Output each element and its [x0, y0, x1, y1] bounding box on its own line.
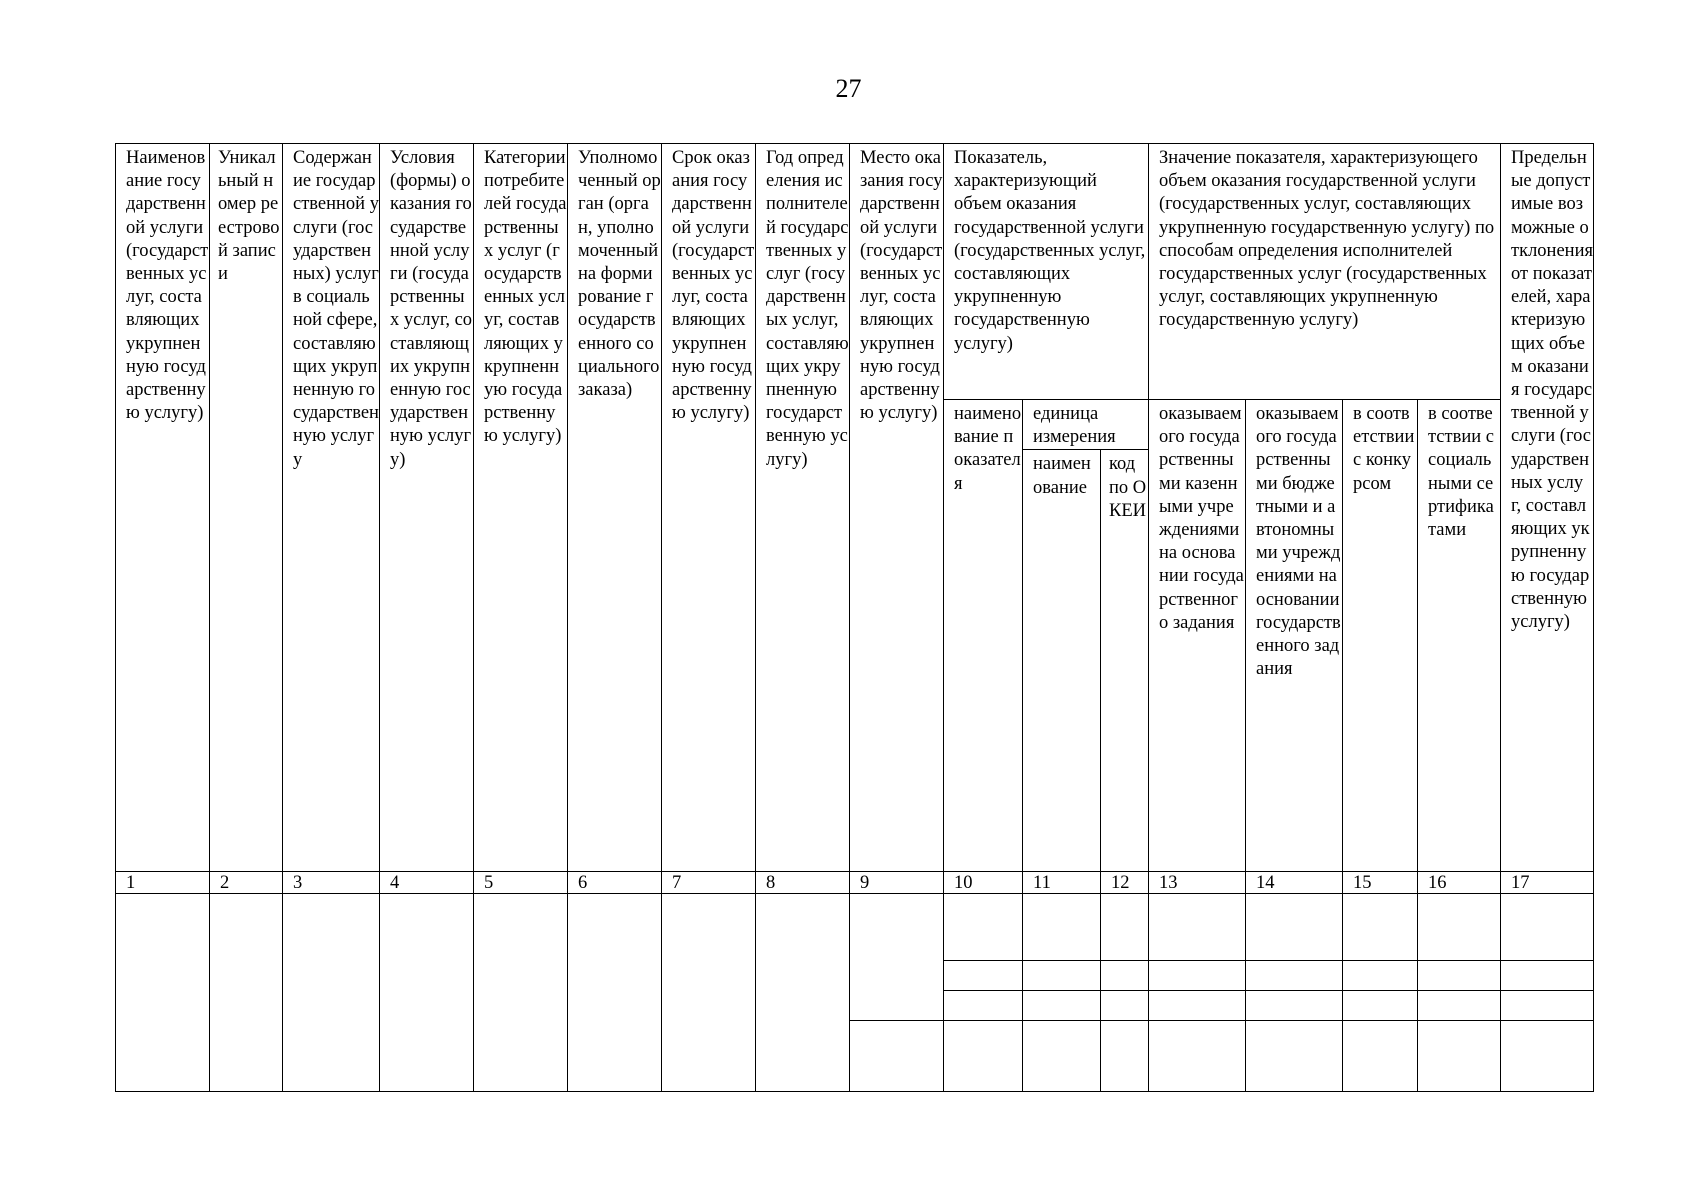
header-col-2: Уникальный номер реестровой записи: [210, 144, 283, 872]
header-group-indicator: Показатель, характеризующий объем оказания государственной услуги (государственных услуг, составляющих укрупненную государственную услугу): [944, 144, 1149, 400]
column-number-row: [116, 872, 1594, 894]
data-cell: [1246, 1021, 1343, 1092]
data-cell: [210, 894, 283, 1092]
column-number: 7: [662, 872, 756, 894]
header-col-12: код по ОКЕИ: [1101, 450, 1149, 872]
column-number: 14: [1246, 872, 1343, 894]
column-number: 17: [1501, 872, 1594, 894]
data-cell: [1149, 961, 1246, 991]
data-cell: [1149, 894, 1246, 961]
data-cell: [1501, 991, 1594, 1021]
header-col-10: наименование показателя: [944, 400, 1023, 872]
column-number: 4: [380, 872, 474, 894]
data-cell: [944, 894, 1023, 961]
header-col-14: оказываемого государственными бюджетными и автономными учреждениями на основании государственного задания: [1246, 400, 1343, 872]
data-cell: [1418, 991, 1501, 1021]
column-number: 2: [210, 872, 283, 894]
column-number: 15: [1343, 872, 1418, 894]
column-number: 12: [1101, 872, 1149, 894]
header-col-13: оказываемого государственными казенными учреждениями на основании государственного задания: [1149, 400, 1246, 872]
column-number: 1: [116, 872, 210, 894]
column-number: 10: [944, 872, 1023, 894]
column-number: 13: [1149, 872, 1246, 894]
header-col-1: Наименование государственной услуги (государственных услуг, составляющих укрупненную государственную услугу): [116, 144, 210, 872]
data-cell: [1418, 894, 1501, 961]
service-volume-table: [115, 143, 1594, 1092]
data-cell: [1501, 961, 1594, 991]
data-cell: [380, 894, 474, 1092]
data-cell: [1246, 961, 1343, 991]
header-col-4: Условия (формы) оказания государственной услуги (государственных услуг, составляющих укрупненную государственную услугу): [380, 144, 474, 872]
data-cell: [1246, 991, 1343, 1021]
data-cell: [1246, 894, 1343, 961]
data-cell: [283, 894, 380, 1092]
data-cell: [1023, 1021, 1101, 1092]
data-cell: [474, 894, 568, 1092]
data-cell: [1023, 961, 1101, 991]
data-cell: [1101, 894, 1149, 961]
data-cell: [1101, 961, 1149, 991]
data-cell: [1501, 1021, 1594, 1092]
column-number: 8: [756, 872, 850, 894]
data-cell: [1023, 991, 1101, 1021]
header-col-11: наименование: [1023, 450, 1101, 872]
data-cell: [1149, 991, 1246, 1021]
data-cell: [756, 894, 850, 1092]
column-number: 5: [474, 872, 568, 894]
data-cell: [1343, 991, 1418, 1021]
data-cell: [1149, 1021, 1246, 1092]
column-number: 6: [568, 872, 662, 894]
data-cell: [1101, 991, 1149, 1021]
data-cell: [1343, 894, 1418, 961]
header-col-17: Предельные допустимые возможные отклонения от показателей, характеризующих объем оказания государственной услуги (государственных услуг, составляющих укрупненную государственную услугу): [1501, 144, 1594, 872]
data-cell: [662, 894, 756, 1092]
header-col-9: Место оказания государственной услуги (государственных услуг, составляющих укрупненную государственную услугу): [850, 144, 944, 872]
header-col-6: Уполномоченный орган (орган, уполномоченный на формирование государственного социального заказа): [568, 144, 662, 872]
column-number: 11: [1023, 872, 1101, 894]
header-col-15: в соответствии с конкурсом: [1343, 400, 1418, 872]
data-cell: [1343, 961, 1418, 991]
data-row: [116, 894, 1594, 961]
data-cell: [850, 1021, 944, 1092]
header-group-unit: единица измерения: [1023, 400, 1149, 450]
data-cell: [1101, 1021, 1149, 1092]
header-row-1: [116, 144, 1594, 400]
data-cell: [1418, 961, 1501, 991]
header-col-8: Год определения исполнителей государственных услуг (государственных услуг, составляющих укрупненную государственную услугу): [756, 144, 850, 872]
header-col-5: Категории потребителей государственных услуг (государственных услуг, составляющих укрупненную государственную услугу): [474, 144, 568, 872]
data-cell: [944, 991, 1023, 1021]
data-cell: [1343, 1021, 1418, 1092]
data-cell: [1501, 894, 1594, 961]
column-number: 3: [283, 872, 380, 894]
data-cell: [1023, 894, 1101, 961]
header-group-value: Значение показателя, характеризующего объем оказания государственной услуги (государственных услуг, составляющих укрупненную государственную услугу) по способам определения исполнителей государственных услуг (государственных услуг, составляющих укрупненную государственную услугу): [1149, 144, 1501, 400]
page-number: 27: [835, 74, 862, 103]
header-col-7: Срок оказания государственной услуги (государственных услуг, составляющих укрупненную государственную услугу): [662, 144, 756, 872]
data-cell: [568, 894, 662, 1092]
data-cell: [944, 961, 1023, 991]
data-cell: [116, 894, 210, 1092]
data-cell: [944, 1021, 1023, 1092]
column-number: 16: [1418, 872, 1501, 894]
column-number: 9: [850, 872, 944, 894]
data-cell: [1418, 1021, 1501, 1092]
data-cell: [850, 894, 944, 1021]
header-col-3: Содержание государственной услуги (государственных) услуг в социальной сфере, составляющих укрупненную государственную услугу: [283, 144, 380, 872]
header-col-16: в соответствии с социальными сертификатами: [1418, 400, 1501, 872]
